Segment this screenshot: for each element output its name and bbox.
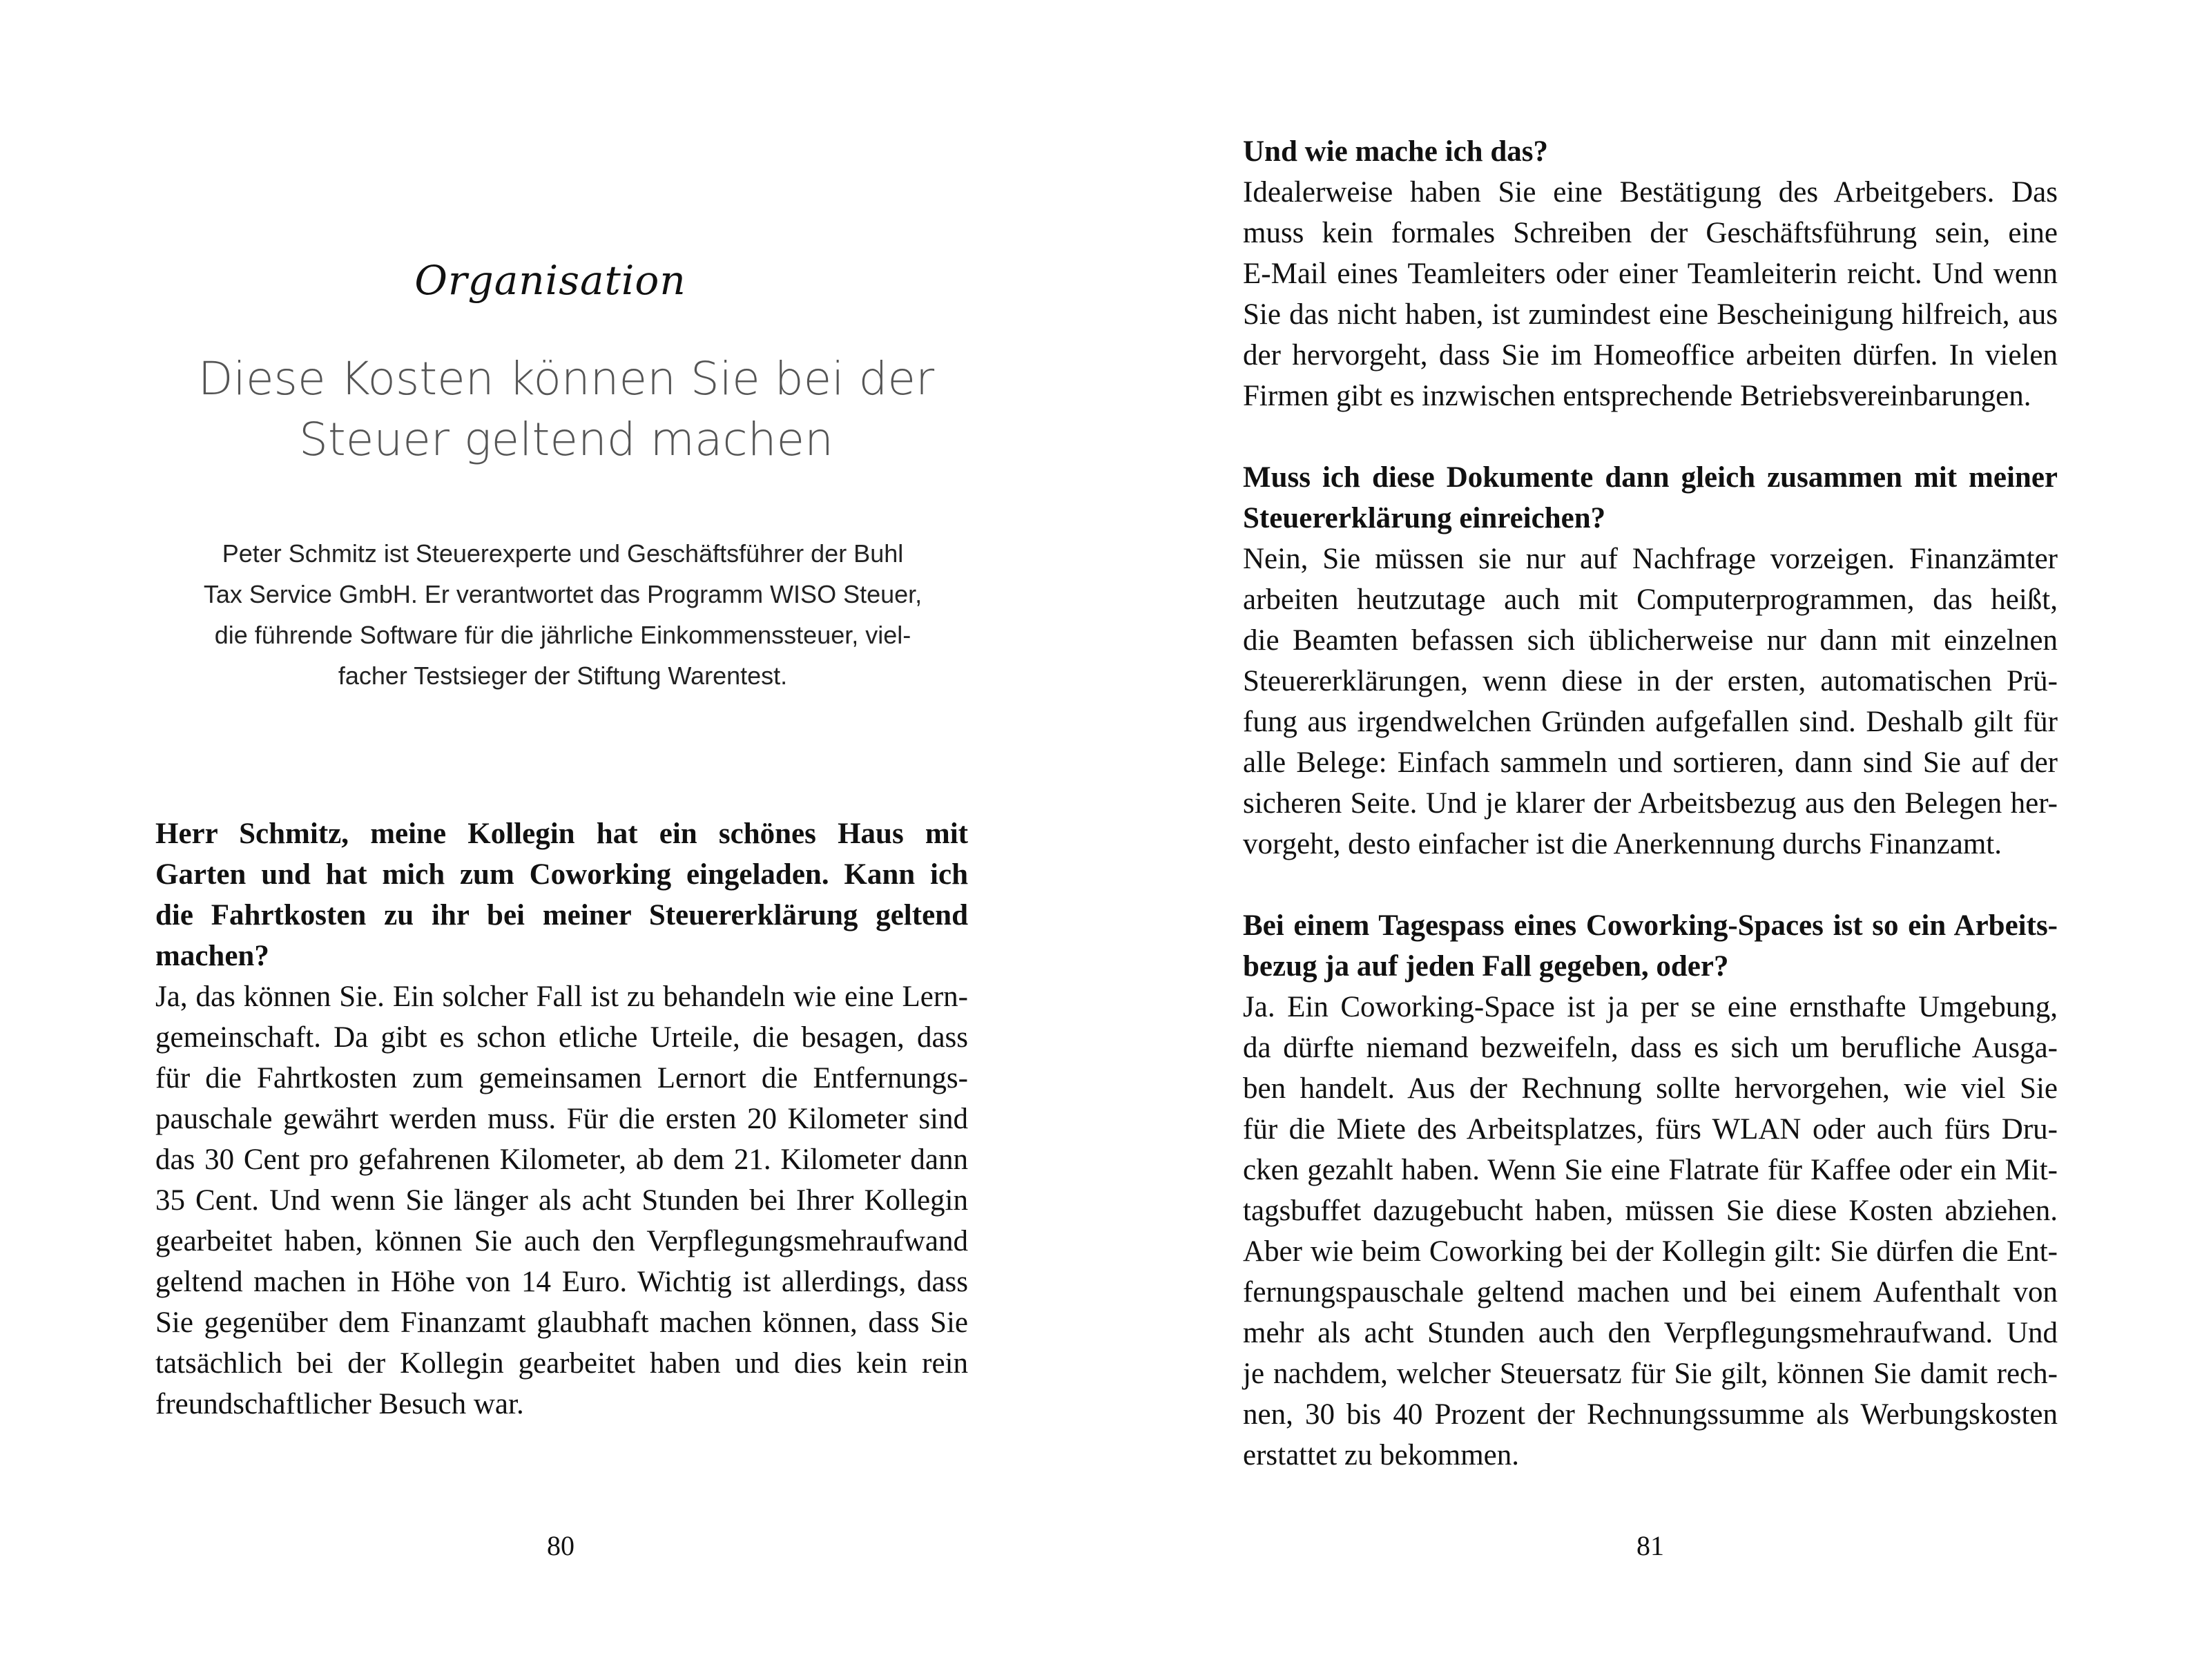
answer (1243, 172, 2058, 416)
bio-line: Tax Service GmbH. Er verantwortet das Programm WISO Steuer, (203, 580, 923, 608)
answer-line: tagsbuffet dazugebucht haben, müssen Sie diese Kosten abziehen. (1243, 1195, 2058, 1227)
page-number-left: 80 (547, 1530, 574, 1561)
question-line: Steuererklärung einreichen? (1243, 502, 1606, 534)
title-line: Steuer geltend machen (299, 413, 833, 466)
answer-line: für die Fahrtkosten zum gemeinsamen Lernort die Entfernungs- (155, 1062, 968, 1094)
answer-line: Firmen gibt es inzwischen entsprechende Betriebsvereinbarungen. (1243, 380, 2031, 412)
author-bio (183, 533, 943, 696)
question-line: Bei einem Tagespass eines Coworking-Spaces ist so ein Arbeits- (1243, 909, 2058, 942)
bio-line: Peter Schmitz ist Steuerexperte und Geschäftsführer der Buhl (222, 539, 904, 568)
answer-line: Ja, das können Sie. Ein solcher Fall ist zu behandeln wie eine Lern- (155, 981, 968, 1013)
answer-line: das 30 Cent pro gefahrenen Kilometer, ab dem 21. Kilometer dann (155, 1143, 968, 1176)
question (1243, 457, 2058, 539)
paragraph-gap (1243, 416, 2058, 457)
question-line: machen? (155, 940, 269, 972)
answer-line: mehr als acht Stunden auch den Verpflegungsmehraufwand. Und (1243, 1317, 2058, 1349)
answer-line: sicheren Seite. Und je klarer der Arbeitsbezug aus den Belegen her- (1243, 787, 2058, 820)
answer-line: gearbeitet haben, können Sie auch den Verpflegungsmehraufwand (155, 1225, 968, 1257)
answer-line: Aber wie beim Coworking bei der Kollegin gilt: Sie dürfen die Ent- (1243, 1235, 2058, 1268)
answer-line: fung aus irgendwelchen Gründen aufgefallen sind. Deshalb gilt für (1243, 706, 2058, 738)
bio-line: facher Testsieger der Stiftung Warentest. (338, 662, 788, 690)
question (1243, 131, 2058, 172)
section-kicker: Organisation (414, 257, 686, 304)
paragraph-gap (1243, 865, 2058, 905)
answer (155, 976, 968, 1425)
question (155, 813, 968, 976)
answer-line: fernungspauschale geltend machen und bei einem Aufenthalt von (1243, 1276, 2058, 1309)
answer-line: Steuererklärungen, wenn diese in der ersten, automatischen Prü- (1243, 665, 2058, 697)
answer (1243, 987, 2058, 1476)
answer-line: E-Mail eines Teamleiters oder einer Teamleiterin reicht. Und wenn (1243, 258, 2058, 290)
right-body (1243, 131, 2058, 1476)
answer-line: Idealerweise haben Sie eine Bestätigung des Arbeitgebers. Das (1243, 176, 2058, 209)
bio-line: die führende Software für die jährliche Einkommenssteuer, viel- (214, 621, 911, 649)
answer-line: arbeiten heutzutage auch mit Computerprogrammen, das heißt, (1243, 583, 2058, 616)
answer-line: muss kein formales Schreiben der Geschäftsführung sein, eine (1243, 217, 2058, 249)
answer-line: ben handelt. Aus der Rechnung sollte hervorgehen, wie viel Sie (1243, 1072, 2058, 1105)
answer-line: Ja. Ein Coworking-Space ist ja per se eine ernsthafte Umgebung, (1243, 991, 2058, 1023)
left-body (155, 813, 968, 1425)
answer-line: Sie das nicht haben, ist zumindest eine Bescheinigung hilfreich, aus (1243, 298, 2058, 331)
question-line: Und wie mache ich das? (1243, 135, 1548, 168)
answer-line: gemeinschaft. Da gibt es schon etliche Urteile, die besagen, dass (155, 1021, 968, 1054)
question-line: Herr Schmitz, meine Kollegin hat ein schönes Haus mit (155, 818, 968, 850)
page-title (138, 349, 994, 470)
answer-line: tatsächlich bei der Kollegin gearbeitet haben und dies kein rein (155, 1347, 968, 1380)
title-line: Diese Kosten können Sie bei der (197, 352, 935, 405)
answer-line: Nein, Sie müssen sie nur auf Nachfrage vorzeigen. Finanzämter (1243, 543, 2058, 575)
answer-line: die Beamten befassen sich üblicherweise nur dann mit einzelnen (1243, 624, 2058, 657)
question (1243, 905, 2058, 987)
answer-line: da dürfte niemand bezweifeln, dass es sich um berufliche Ausga- (1243, 1032, 2058, 1064)
answer-line: nen, 30 bis 40 Prozent der Rechnungssumme als Werbungskosten (1243, 1398, 2058, 1431)
answer-line: 35 Cent. Und wenn Sie länger als acht Stunden bei Ihrer Kollegin (155, 1184, 968, 1217)
question-line: bezug ja auf jeden Fall gegeben, oder? (1243, 950, 1729, 983)
answer-line: für die Miete des Arbeitsplatzes, fürs WLAN oder auch fürs Dru- (1243, 1113, 2058, 1146)
answer-line: pauschale gewährt werden muss. Für die ersten 20 Kilometer sind (155, 1103, 968, 1135)
question-line: die Fahrtkosten zu ihr bei meiner Steuererklärung geltend (155, 899, 968, 931)
answer-line: der hervorgeht, dass Sie im Homeoffice arbeiten dürfen. In vielen (1243, 339, 2058, 371)
answer-line: alle Belege: Einfach sammeln und sortieren, dann sind Sie auf der (1243, 746, 2058, 779)
answer-line: geltend machen in Höhe von 14 Euro. Wichtig ist allerdings, dass (155, 1266, 968, 1298)
answer-line: Sie gegenüber dem Finanzamt glaubhaft machen können, dass Sie (155, 1306, 968, 1339)
answer-line: vorgeht, desto einfacher ist die Anerkennung durchs Finanzamt. (1243, 828, 2002, 860)
question-line: Garten und hat mich zum Coworking eingeladen. Kann ich (155, 858, 968, 891)
answer-line: freundschaftlicher Besuch war. (155, 1388, 524, 1420)
question-line: Muss ich diese Dokumente dann gleich zusammen mit meiner (1243, 461, 2058, 494)
answer (1243, 539, 2058, 865)
answer-line: cken gezahlt haben. Wenn Sie eine Flatrate für Kaffee oder ein Mit- (1243, 1154, 2058, 1186)
answer-line: je nachdem, welcher Steuersatz für Sie gilt, können Sie damit rech- (1243, 1358, 2058, 1390)
page-number-right: 81 (1636, 1530, 1664, 1561)
answer-line: erstattet zu bekommen. (1243, 1439, 1519, 1471)
